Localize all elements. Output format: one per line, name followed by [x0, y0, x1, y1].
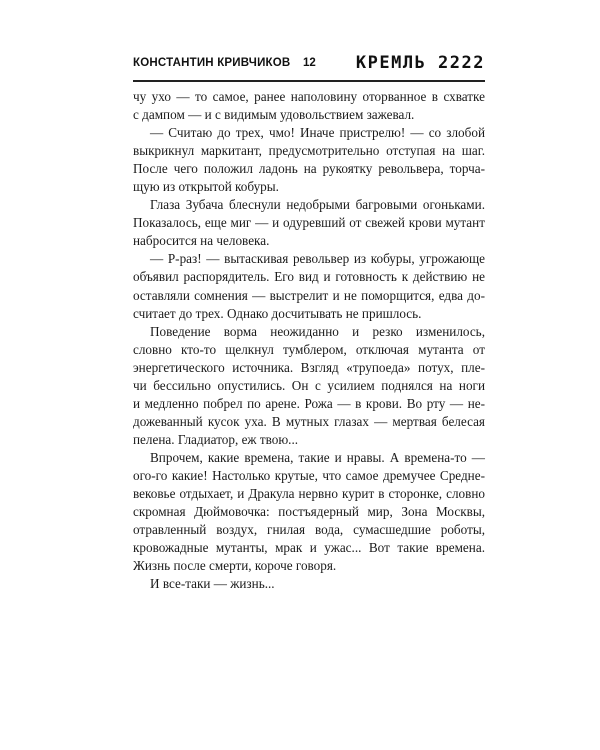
- text-line: Впрочем, какие времена, такие и нравы. А времена-то —: [150, 449, 485, 465]
- text-line: с дампом — и с видимым удовольствием зажевал.: [133, 107, 415, 123]
- text-line: объявил распорядитель. Его вид и готовность к действию не: [133, 269, 485, 285]
- text-line: Жизнь после смерти, короче говоря.: [133, 558, 337, 574]
- text-line: и медленно побрел по арене. Рожа — в крови. Во рту — не-: [133, 395, 485, 411]
- header-rule: [133, 80, 485, 82]
- text-line: пелена. Гладиатор, еж твою...: [133, 431, 299, 447]
- text-line: кровожадные мутанты, мрак и ужас... Вот такие времена.: [133, 540, 485, 556]
- text-line: щую из открытой кобуры.: [133, 179, 279, 195]
- body-text: [133, 88, 485, 593]
- running-header: [133, 55, 485, 77]
- text-line: дожеванный кусок уха. В мутных глазах — мертвая белесая: [133, 413, 485, 429]
- text-line: оставляли сомнения — выстрелит и не поморщится, едва до-: [133, 287, 485, 303]
- text-line: вековье отдыхает, и Дракула нервно курит в сторонке, словно: [133, 486, 485, 502]
- text-line: словно кто-то щелкнул тумблером, отключая мутанта от: [133, 341, 485, 357]
- text-line: набросится на человека.: [133, 233, 270, 249]
- text-line: Показалось, еще миг — и одуревший от свежей крови мутант: [133, 215, 485, 231]
- text-line: считает до трех. Однако досчитывать не пришлось.: [133, 305, 422, 321]
- text-line: чу ухо — то самое, ранее наполовину оторванное в схватке: [133, 89, 485, 104]
- page-number: 12: [303, 57, 316, 69]
- text-line: скромная Дюймовочка: постъядерный мир, Зона Москвы,: [133, 504, 485, 520]
- text-line: Поведение ворма неожиданно и резко изменилось,: [150, 323, 485, 339]
- text-line: выкрикнул маркитант, предусмотрительно отступая на шаг.: [133, 143, 485, 159]
- text-line: чи бессильно опустились. Он с усилием поднялся на ноги: [133, 377, 485, 393]
- text-line: отравленный воздух, гнилая вода, сумасшедшие роботы,: [133, 522, 485, 538]
- author-name: КОНСТАНТИН КРИВЧИКОВ: [133, 57, 291, 69]
- text-line: энергетического источника. Взгляд «трупоеда» потух, пле-: [133, 359, 485, 375]
- series-title: КРЕМЛЬ 2222: [355, 53, 485, 73]
- text-line: После чего положил ладонь на рукоятку револьвера, торча-: [133, 161, 485, 177]
- text-line: — Считаю до трех, чмо! Иначе пристрелю! — со злобой: [150, 125, 485, 141]
- text-line: И все-таки — жизнь...: [150, 576, 275, 592]
- text-line: ого-го какие! Настолько крутые, что самое дремучее Средне-: [133, 467, 485, 483]
- text-line: Глаза Зубача блеснули недобрыми багровыми огоньками.: [150, 197, 485, 213]
- text-line: — Р-раз! — вытаскивая револьвер из кобуры, угрожающе: [150, 251, 485, 267]
